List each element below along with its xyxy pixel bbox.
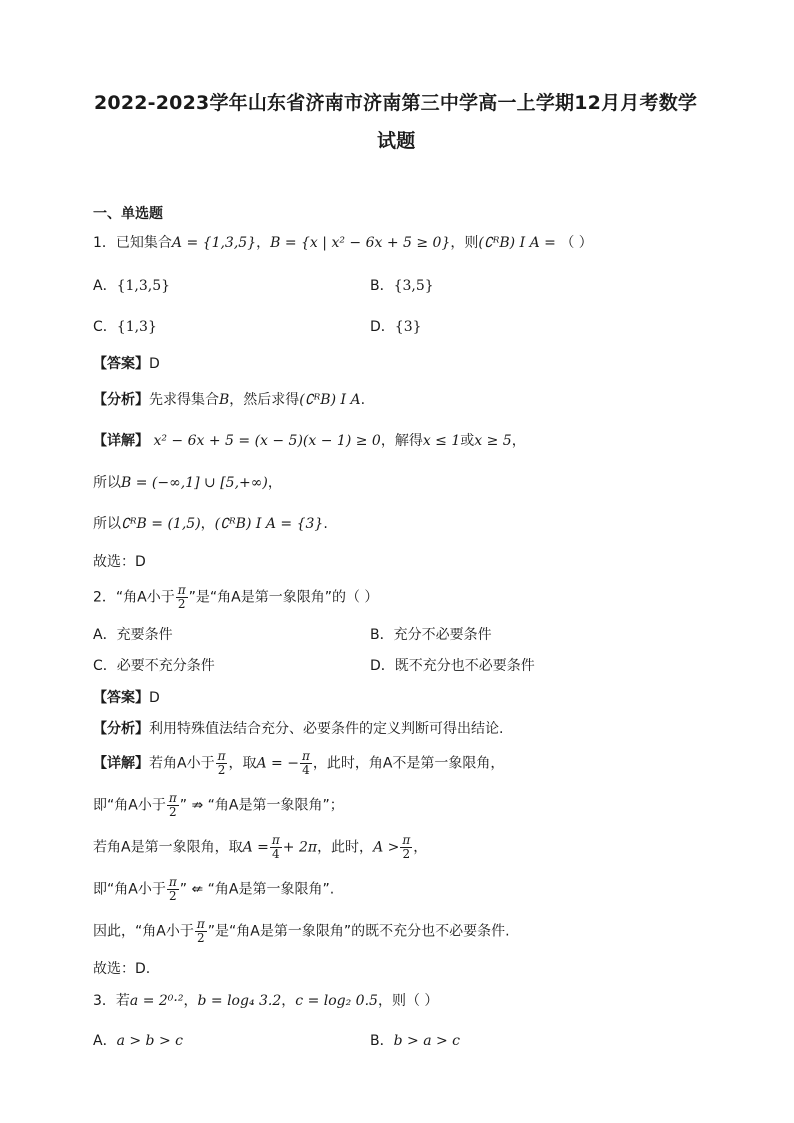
pi-over-4-fraction — [270, 834, 282, 861]
question-1-stem — [93, 232, 593, 252]
detail-text: 若角A小于 — [149, 755, 215, 772]
fraction-numerator: π — [168, 875, 177, 889]
analysis-text: 先求得集合 — [149, 392, 219, 408]
pi-over-2-fraction — [216, 750, 228, 777]
pi-over-2-fraction — [176, 584, 188, 611]
q2-detail-line1 — [93, 750, 504, 777]
detail-math: x ≥ 5 — [474, 433, 512, 449]
pi-over-2-fraction — [167, 876, 179, 903]
q1-option-a[interactable] — [93, 275, 170, 295]
q1-option-c[interactable] — [93, 316, 157, 336]
pi-over-2-fraction — [167, 792, 179, 819]
q2-choose: 故选：D. — [93, 961, 151, 977]
fraction-numerator: π — [402, 833, 411, 847]
detail-text: ， — [413, 839, 428, 856]
q1-option-d[interactable] — [370, 316, 422, 336]
answer-value: D — [149, 356, 160, 372]
answer-value: D — [149, 690, 160, 706]
pi-over-2-fraction — [195, 918, 207, 945]
fraction-denominator: 2 — [196, 931, 205, 945]
detail-math: A > — [373, 839, 400, 856]
detail-math: ∁ᴿB = (1,5) — [121, 516, 201, 532]
q3-a-def: a = 2⁰·² — [129, 993, 184, 1009]
q2-stem-text: ”是“角A是第一象限角”的（ ） — [188, 589, 379, 606]
option-value: a > b > c — [116, 1033, 183, 1049]
pi-over-2-fraction — [400, 834, 412, 861]
option-label: A． — [93, 1033, 117, 1049]
detail-text: ， — [267, 475, 282, 491]
q1-set-b: B = {x | x² − 6x + 5 ≥ 0} — [270, 235, 451, 251]
q3-b-def: b = log₄ 3.2 — [197, 993, 282, 1009]
detail-text: ， — [200, 516, 215, 532]
q3-option-a[interactable] — [93, 1030, 183, 1050]
fraction-denominator: 2 — [177, 597, 186, 611]
option-value: {1,3} — [116, 319, 157, 335]
q1-stem-text: 1．已知集合 — [93, 235, 172, 251]
q1-option-b[interactable] — [370, 275, 434, 295]
detail-text: 因此，“角A小于 — [93, 923, 194, 940]
pi-over-4-fraction — [300, 750, 312, 777]
q2-analysis — [93, 718, 503, 738]
detail-text: ”是“角A是第一象限角”的既不充分也不必要条件. — [207, 923, 510, 940]
fraction-numerator: π — [217, 749, 226, 763]
q2-detail-line4 — [93, 876, 334, 903]
detail-text: ” ⇏ “角A是第一象限角”； — [179, 797, 344, 814]
option-value: 必要不充分条件 — [116, 658, 215, 674]
q1-answer — [93, 353, 160, 373]
fraction-numerator: π — [301, 749, 310, 763]
q3-stem-text: ，则（ ） — [377, 993, 439, 1009]
option-value: 既不充分也不必要条件 — [394, 658, 535, 674]
q3-c-def: c = log₂ 0.5 — [295, 993, 378, 1009]
q1-choose: 故选：D — [93, 554, 146, 570]
detail-math: x² − 6x + 5 = (x − 5)(x − 1) ≥ 0 — [153, 433, 381, 449]
detail-math: + 2π — [282, 839, 318, 856]
fraction-numerator: π — [168, 791, 177, 805]
q1-comma: ， — [256, 235, 271, 251]
q1-detail — [93, 430, 526, 450]
q1-stem-text-b: ，则 — [450, 235, 479, 251]
option-value: 充分不必要条件 — [393, 627, 492, 643]
q2-stem-text: 2．“角A小于 — [93, 589, 175, 606]
option-value: {3} — [394, 319, 422, 335]
detail-text: 所以 — [93, 516, 121, 532]
fraction-denominator: 2 — [168, 805, 177, 819]
q1-expression: (∁ᴿB) I A — [478, 235, 540, 251]
detail-text: 所以 — [93, 475, 121, 491]
fraction-denominator: 2 — [402, 847, 411, 861]
analysis-text: ，然后求得 — [229, 392, 300, 408]
q1-detail-line3 — [93, 513, 328, 533]
detail-math: A = − — [256, 755, 299, 772]
detail-text: 即“角A小于 — [93, 881, 166, 898]
option-value: b > a > c — [393, 1033, 461, 1049]
option-label: D． — [370, 658, 395, 674]
q1-set-a: A = {1,3,5} — [171, 235, 257, 251]
detail-math: A = — [242, 839, 269, 856]
option-value: 充要条件 — [116, 627, 173, 643]
page-title: 2022-2023学年山东省济南市济南第三中学高一上学期12月月考数学 — [94, 92, 698, 114]
analysis-text: 利用特殊值法结合充分、必要条件的定义判断可得出结论. — [149, 721, 504, 737]
q2-answer — [93, 687, 160, 707]
detail-tag: 【详解】 — [93, 433, 149, 449]
answer-tag: 【答案】 — [93, 690, 149, 706]
detail-math: x ≤ 1 — [422, 433, 461, 449]
option-label: B． — [370, 1033, 394, 1049]
option-label: B． — [370, 278, 394, 294]
option-label: D． — [370, 319, 395, 335]
fraction-numerator: π — [177, 583, 186, 597]
option-label: C． — [93, 319, 117, 335]
q1-tail: = （ ） — [539, 235, 593, 251]
detail-text: ， — [511, 433, 526, 449]
option-label: C． — [93, 658, 117, 674]
fraction-denominator: 4 — [272, 847, 280, 861]
detail-text: 或 — [460, 433, 475, 449]
detail-text: ” ⇍ “角A是第一象限角”. — [179, 881, 335, 898]
fraction-denominator: 4 — [302, 763, 310, 777]
q1-analysis — [93, 389, 365, 409]
q2-detail-line3 — [93, 834, 427, 861]
option-value: {1,3,5} — [116, 278, 171, 294]
option-label: A． — [93, 278, 117, 294]
q3-stem-text: 3．若 — [93, 993, 130, 1009]
q2-detail-line2 — [93, 792, 344, 819]
section-heading: 一、单选题 — [93, 206, 163, 222]
analysis-text: . — [360, 392, 366, 408]
detail-text: ，取 — [228, 755, 257, 772]
fraction-numerator: π — [271, 833, 280, 847]
detail-text: ，此时，角A不是第一象限角， — [312, 755, 505, 772]
analysis-math: (∁ᴿB) I A — [299, 392, 361, 408]
fraction-denominator: 2 — [217, 763, 226, 777]
option-value: {3,5} — [393, 278, 434, 294]
detail-text: 即“角A小于 — [93, 797, 166, 814]
page-title-line2: 试题 — [377, 130, 416, 152]
q2-detail-line5 — [93, 918, 510, 945]
q2-option-a[interactable] — [93, 624, 173, 644]
q1-detail-line2 — [93, 472, 282, 492]
detail-text: ，此时， — [317, 839, 374, 856]
analysis-math: B — [219, 392, 230, 408]
fraction-numerator: π — [196, 917, 205, 931]
q2-option-c[interactable] — [93, 655, 215, 675]
option-label: B． — [370, 627, 394, 643]
detail-math: (∁ᴿB) I A = {3} — [214, 516, 324, 532]
q3-option-b[interactable] — [370, 1030, 460, 1050]
analysis-tag: 【分析】 — [93, 392, 149, 408]
option-label: A． — [93, 627, 117, 643]
detail-text: . — [323, 516, 328, 532]
q2-option-b[interactable] — [370, 624, 492, 644]
question-2-stem — [93, 584, 378, 611]
q3-comma: ， — [183, 993, 198, 1009]
answer-tag: 【答案】 — [93, 356, 149, 372]
analysis-tag: 【分析】 — [93, 721, 149, 737]
detail-text: ，解得 — [380, 433, 423, 449]
question-3-stem — [93, 990, 438, 1010]
fraction-denominator: 2 — [168, 889, 177, 903]
detail-math: B = (−∞,1] ∪ [5,+∞) — [121, 475, 268, 491]
detail-text: 若角A是第一象限角，取 — [93, 839, 243, 856]
detail-tag: 【详解】 — [93, 755, 149, 772]
q2-option-d[interactable] — [370, 655, 535, 675]
q3-comma: ， — [281, 993, 296, 1009]
